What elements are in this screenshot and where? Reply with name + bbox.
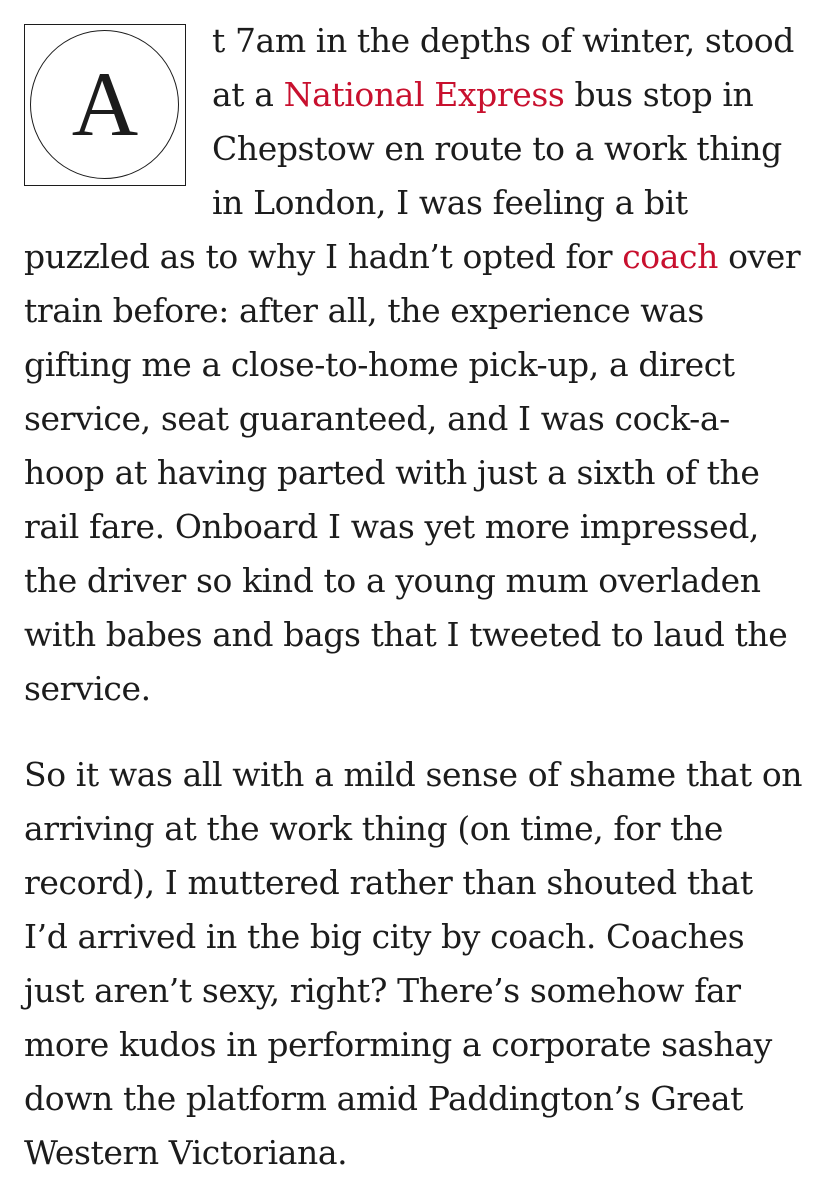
paragraph-2: So it was all with a mild sense of shame that on arriving at the work thing (on time, for the record), I muttered rather than shouted that I’d arrived in the big city by coach. Coaches just aren’t sexy, right? There’s somehow far more kudos in performing a corporate sashay down the platform amid Paddington’s Great Western Victoriana.	[24, 755, 803, 1172]
dropcap-letter: A	[71, 53, 139, 155]
paragraph-1-text-a: t 7am in the depths of winter, stood at a	[212, 21, 794, 114]
paragraph-1-text-b: bus stop in Chepstow en route to a work thing in London, I was feeling a bit puzzled as to why I hadn’t opted for	[24, 75, 782, 276]
paragraph-1	[24, 14, 804, 716]
paragraph-1-text-c: over train before: after all, the experience was gifting me a close-to-home pick-up, a direct service, seat guaranteed, and I was cock-a-hoop at having parted with just a sixth of the rail fare. Onboard I was yet more impressed, the driver so kind to a young mum overladen with babes and bags that I tweeted to laud the service.	[24, 237, 801, 708]
article-body	[24, 14, 804, 1180]
dropcap	[24, 24, 186, 186]
national-express-link[interactable]: National Express	[283, 75, 565, 114]
coach-link[interactable]: coach	[622, 237, 718, 276]
